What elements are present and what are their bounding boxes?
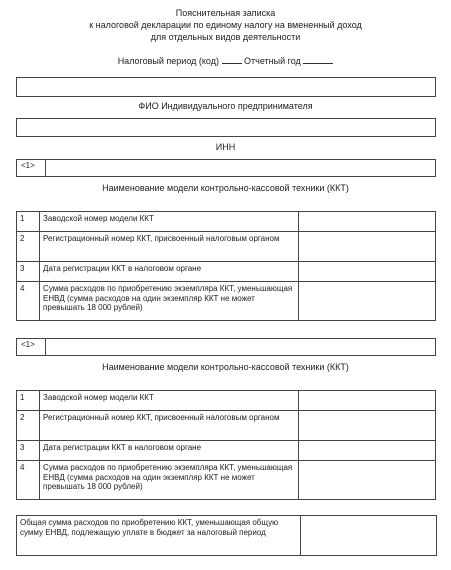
block2-model-label: Наименование модели контрольно-кассовой техники (ККТ) — [102, 362, 349, 372]
report-year-label: Отчетный год — [244, 56, 301, 66]
row-label: Регистрационный номер ККТ, присвоенный налоговым органом — [40, 411, 299, 441]
table-row — [17, 461, 436, 500]
table-row — [17, 262, 436, 282]
row-label: Сумма расходов по приобретению экземпляра ККТ, уменьшающая ЕНВД (сумма расходов на один экземпляр ККТ не может превышать 18 000 рублей) — [40, 461, 299, 500]
table-row — [17, 391, 436, 411]
table-row — [17, 212, 436, 232]
row-value-cell[interactable] — [298, 212, 435, 232]
row-value-cell[interactable] — [298, 282, 435, 321]
row-number: 4 — [17, 461, 40, 500]
period-code-field[interactable] — [222, 55, 242, 64]
row-value-cell[interactable] — [298, 461, 435, 500]
total-label: Общая сумма расходов по приобретению ККТ, уменьшающая общую сумму ЕНВД, подлежащую уплате в бюджет за налоговый период — [17, 516, 301, 556]
row-number: 3 — [17, 441, 40, 461]
inn-label: ИНН — [215, 142, 236, 152]
table-row — [17, 441, 436, 461]
row-number: 3 — [17, 262, 40, 282]
fio-input-box[interactable] — [16, 118, 436, 137]
row-number: 1 — [17, 391, 40, 411]
row-number: 4 — [17, 282, 40, 321]
period-line — [0, 55, 451, 67]
row-label: Регистрационный номер ККТ, присвоенный налоговым органом — [40, 232, 299, 262]
period-code-label: Налоговый период (код) — [117, 56, 219, 66]
row-number: 1 — [17, 212, 40, 232]
doc-subtitle-line2: для отдельных видов деятельности — [150, 32, 301, 42]
table-row — [17, 516, 437, 556]
table-row — [17, 411, 436, 441]
doc-subtitle-line1: к налоговой декларации по единому налогу на вмененный доход — [89, 20, 362, 30]
row-number: 2 — [17, 411, 40, 441]
table-row — [17, 232, 436, 262]
block2-divider — [45, 339, 46, 355]
row-value-cell[interactable] — [298, 232, 435, 262]
doc-title: Пояснительная записка — [175, 8, 276, 18]
block2-marker-box[interactable] — [16, 338, 436, 356]
inn-divider — [45, 160, 46, 176]
kkt-table-2 — [16, 390, 436, 500]
top-input-box[interactable] — [16, 77, 436, 97]
table-row — [17, 282, 436, 321]
block1-model-label: Наименование модели контрольно-кассовой техники (ККТ) — [102, 183, 349, 193]
row-label: Заводской номер модели ККТ — [40, 212, 299, 232]
row-label: Дата регистрации ККТ в налоговом органе — [40, 441, 299, 461]
block2-marker: <1> — [21, 340, 35, 349]
row-number: 2 — [17, 232, 40, 262]
kkt-table-1 — [16, 211, 436, 321]
row-value-cell[interactable] — [298, 262, 435, 282]
row-value-cell[interactable] — [298, 411, 435, 441]
total-table — [16, 515, 437, 556]
inn-input-box[interactable] — [16, 159, 436, 177]
total-value-cell[interactable] — [301, 516, 437, 556]
report-year-field[interactable] — [303, 55, 333, 64]
row-value-cell[interactable] — [298, 441, 435, 461]
row-label: Заводской номер модели ККТ — [40, 391, 299, 411]
fio-label: ФИО Индивидуального предпринимателя — [138, 101, 313, 111]
row-label: Сумма расходов по приобретению экземпляра ККТ, уменьшающая ЕНВД (сумма расходов на один экземпляр ККТ не может превышать 18 000 рублей) — [40, 282, 299, 321]
block1-marker: <1> — [21, 161, 35, 170]
row-label: Дата регистрации ККТ в налоговом органе — [40, 262, 299, 282]
row-value-cell[interactable] — [298, 391, 435, 411]
